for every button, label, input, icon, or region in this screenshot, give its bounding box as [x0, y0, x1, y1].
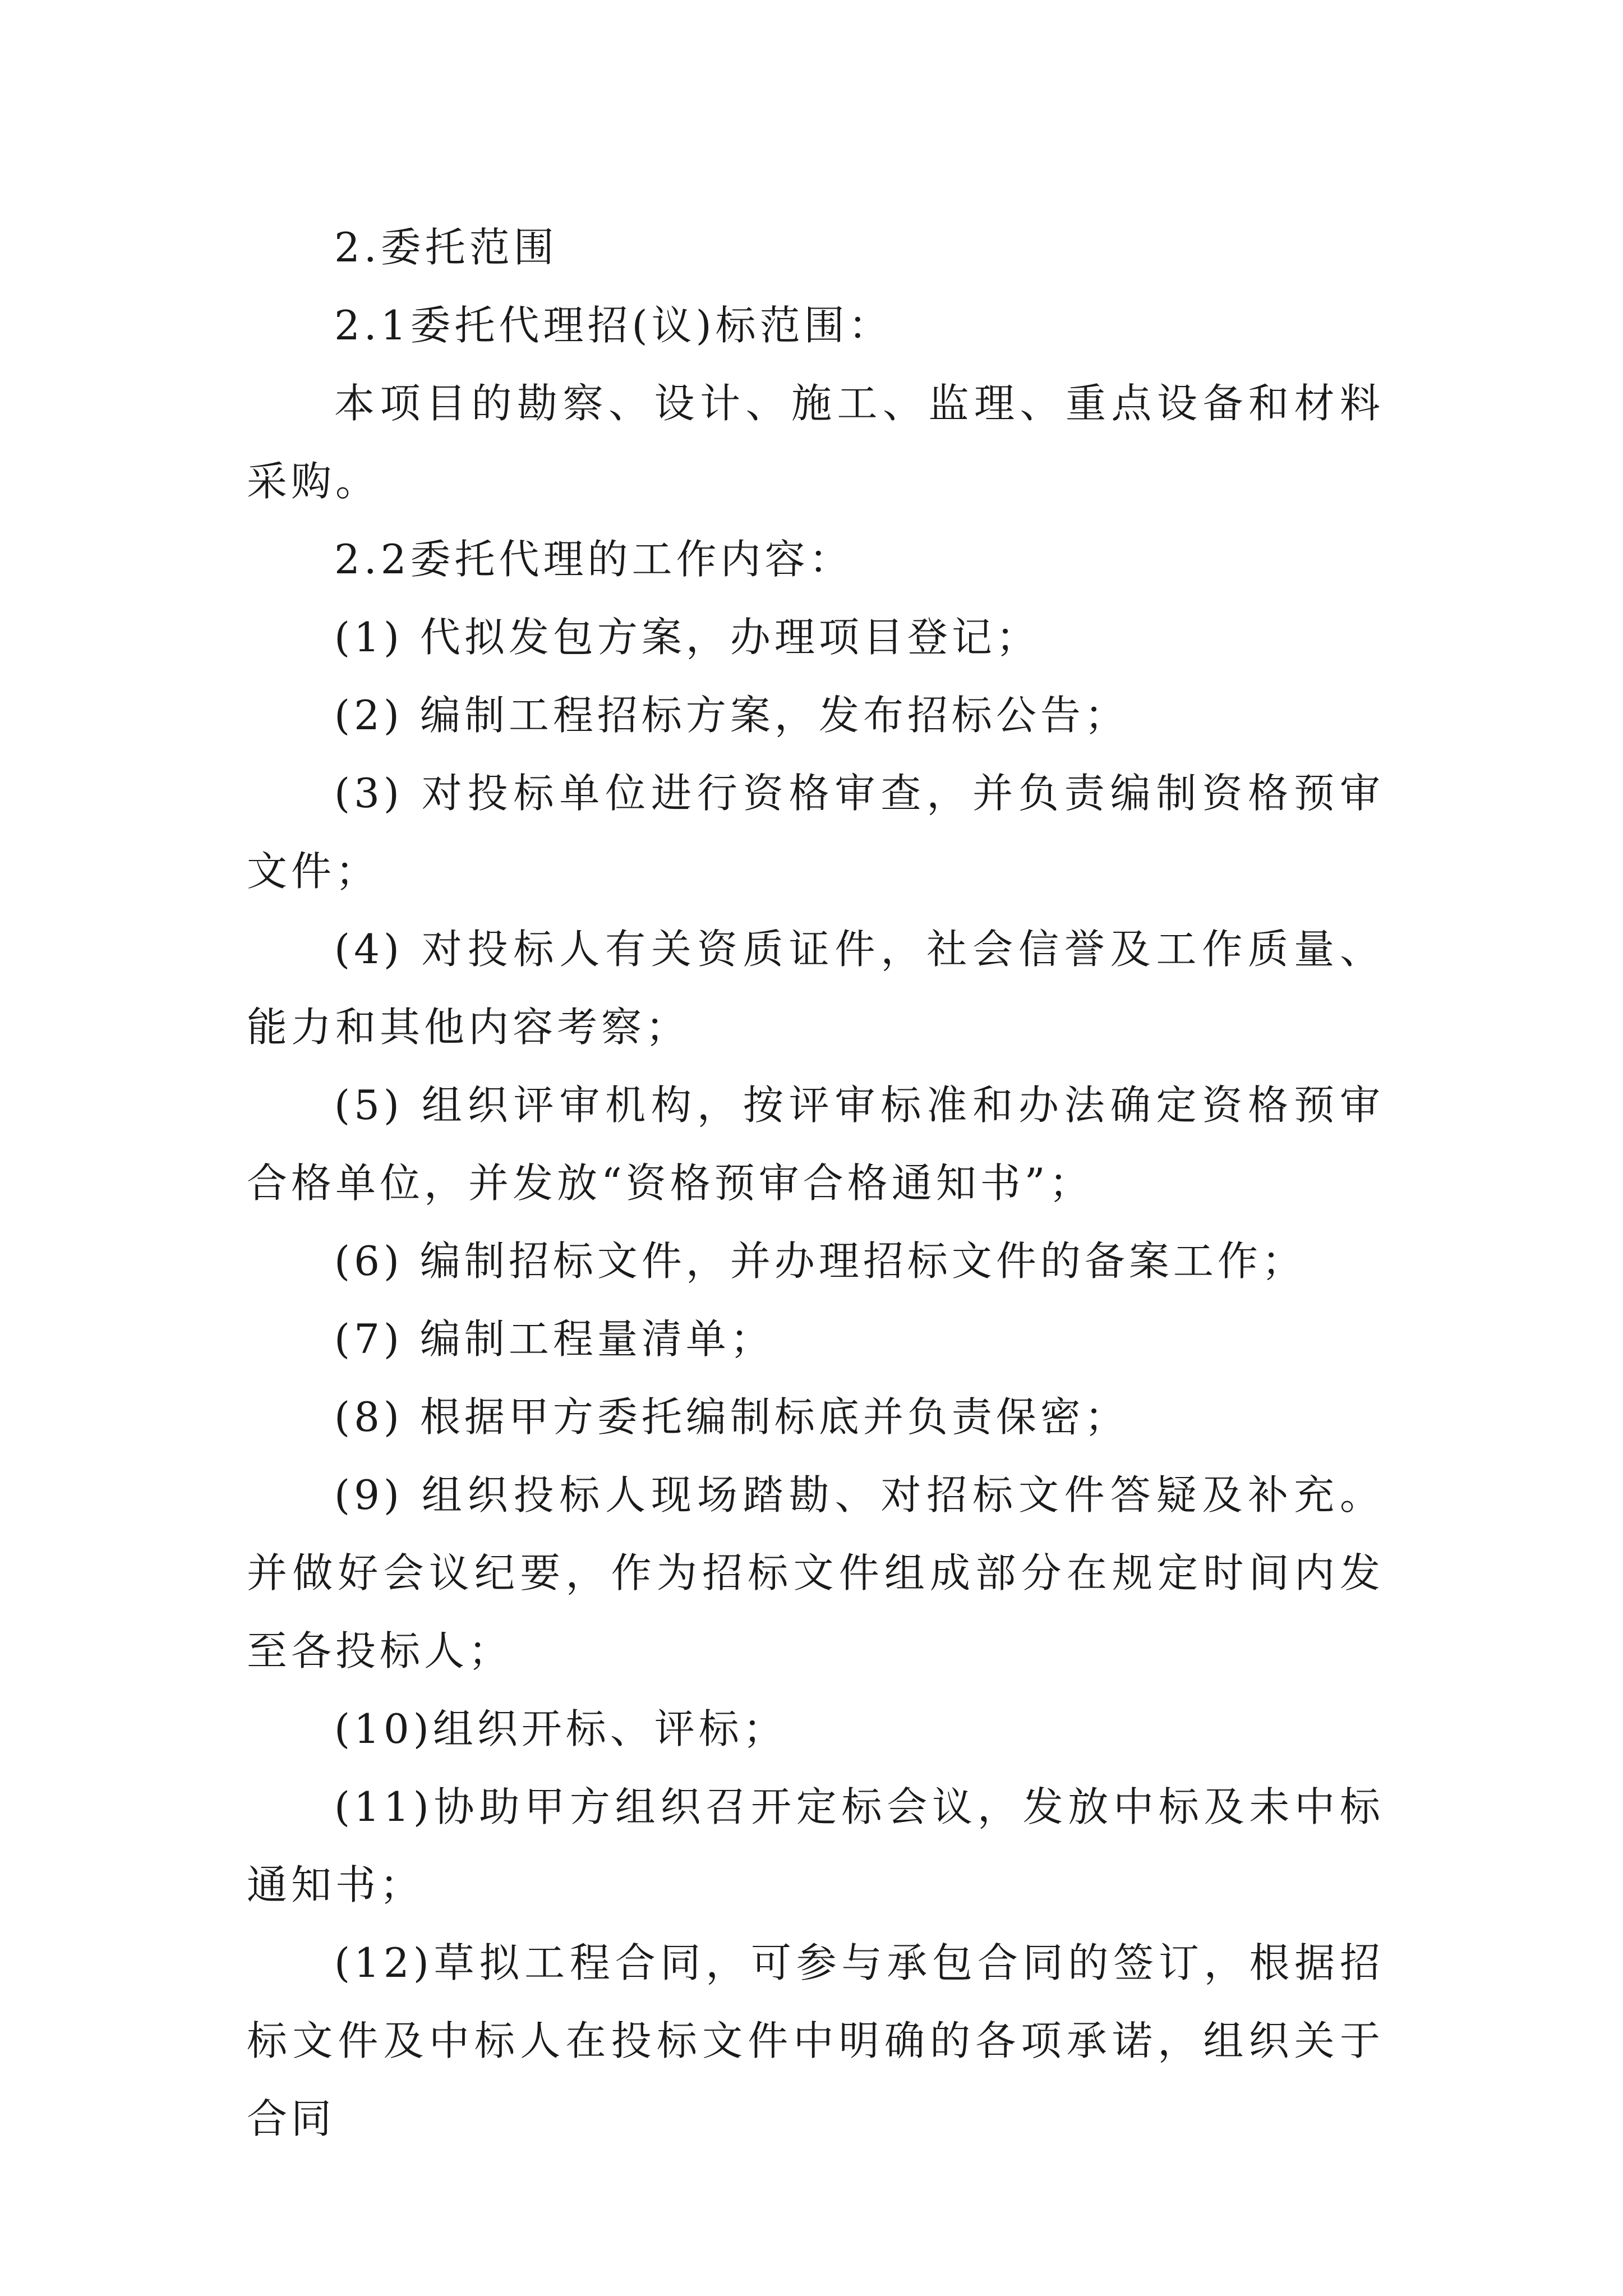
list-item: (6) 编制招标文件，并办理招标文件的备案工作； — [334, 1237, 1306, 1285]
paragraph: 本项目的勘察、设计、施工、监理、重点设备和材料采购。 — [247, 380, 1384, 505]
document-body — [247, 209, 1384, 2158]
list-item: (12)草拟工程合同，可参与承包合同的签订，根据招标文件及中标人在投标文件中明确的各项承诺，组织关于合同 — [247, 1939, 1384, 2142]
list-item: (10)组织开标、评标； — [334, 1705, 787, 1752]
list-item: (7) 编制工程量清单； — [334, 1315, 774, 1363]
section-heading: 2.委托范围 — [334, 224, 558, 271]
list-item: (4) 对投标人有关资质证件，社会信誉及工作质量、能力和其他内容考察； — [247, 926, 1384, 1051]
list-item: (5) 组织评审机构，按评审标准和办法确定资格预审合格单位，并发放“资格预审合格通知书”； — [247, 1082, 1384, 1207]
list-item: (2) 编制工程招标方案，发布招标公告； — [334, 692, 1129, 739]
subsection-heading: 2.2委托代理的工作内容： — [334, 536, 854, 583]
subsection-heading: 2.1委托代理招(议)标范围： — [334, 302, 893, 349]
list-item: (9) 组织投标人现场踏勘、对招标文件答疑及补充。并做好会议纪要，作为招标文件组成部分在规定时间内发至各投标人； — [247, 1471, 1384, 1674]
list-item: (11)协助甲方组织召开定标会议，发放中标及未中标通知书； — [247, 1783, 1384, 1908]
list-item: (8) 根据甲方委托编制标底并负责保密； — [334, 1393, 1129, 1441]
list-item: (1) 代拟发包方案，办理项目登记； — [334, 614, 1040, 661]
list-item: (3) 对投标单位进行资格审查，并负责编制资格预审文件； — [247, 770, 1384, 895]
